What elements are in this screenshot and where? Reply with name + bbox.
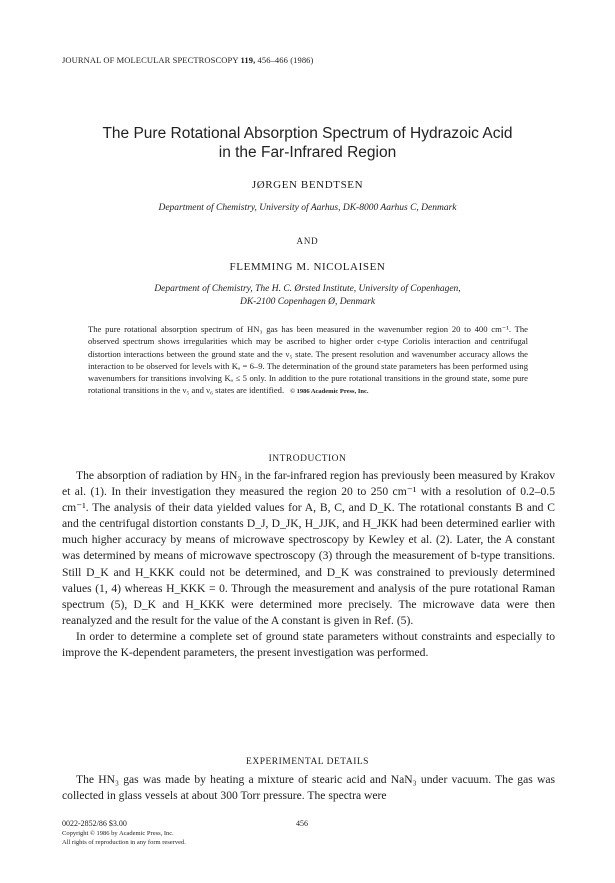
section-heading-introduction: INTRODUCTION bbox=[268, 454, 347, 464]
page-number: 456 bbox=[296, 819, 308, 828]
author-2: FLEMMING M. NICOLAISEN bbox=[229, 261, 386, 273]
abstract-text: The pure rotational absorption spectrum of HN₃ gas has been measured in the wavenumber region 20 to 400 cm⁻¹. The observed spectrum shows irregularities which may be ascribed to higher order c-type Coriolis interaction and centrifugal distortion interactions between the ground state and the ν₅ state. The present resolution and wavenumber accuracy allows the interaction to be observed for levels with Kₐ = 6–9. The determination of the ground state parameters has been performed using wavenumbers for transitions involving Kₐ ≤ 5 only. In addition to the pure rotational transitions in the ground state, some pure rotational transitions in the ν₅ and ν₆ states are identified. bbox=[88, 324, 528, 396]
title-line-1: The Pure Rotational Absorption Spectrum of Hydrazoic Acid bbox=[102, 125, 513, 142]
journal-pages-year: 456–466 (1986) bbox=[257, 55, 314, 65]
experimental-body bbox=[62, 772, 555, 804]
footer-copyright-block bbox=[62, 819, 186, 847]
introduction-body bbox=[62, 468, 555, 661]
title-line-2: in the Far-Infrared Region bbox=[218, 144, 397, 161]
author-1-affiliation: Department of Chemistry, University of Aarhus, DK-8000 Aarhus C, Denmark bbox=[158, 203, 457, 213]
footer-code: 0022-2852/86 $3.00 bbox=[62, 819, 127, 828]
section-heading-experimental: EXPERIMENTAL DETAILS bbox=[246, 757, 369, 767]
journal-name: JOURNAL OF MOLECULAR SPECTROSCOPY bbox=[62, 55, 239, 65]
intro-paragraph-1: The absorption of radiation by HN₃ in the far-infrared region has previously been measured by Krakov et al. (1). In their investigation they measured the region 20 to 250 cm⁻¹ with a resolution of 0.2–0.5 cm⁻¹. The analysis of their data yielded values for A, B, C, and D_K. The rotational constants B and C and the centrifugal distortion constants D_J, D_JK, H_JJK, and H_JKK had been determined earlier with much higher accuracy by means of microwave spectroscopy by Kewley et al. (2). Later, the A constant was determined by means of microwave spectroscopy (3) through the measurement of b-type transitions. Still D_K and H_KKK could not be determined, and D_K was constrained to previously determined values (1, 4) whereas H_KKK = 0. Through the measurement and analysis of the pure rotational Raman spectrum (5), D_K and H_KKK were determined more precisely. The microwave data were then reanalyzed and the result for the value of the A constant is given in Ref. (5). bbox=[62, 469, 555, 627]
abstract-copyright: © 1986 Academic Press, Inc. bbox=[290, 388, 369, 396]
footer-copyright-line-1: Copyright © 1986 by Academic Press, Inc. bbox=[62, 830, 174, 837]
affiliation-line-1: Department of Chemistry, The H. C. Ørsted Institute, University of Copenhagen, bbox=[154, 284, 461, 294]
affiliation-line-2: DK-2100 Copenhagen Ø, Denmark bbox=[239, 297, 376, 307]
journal-header bbox=[62, 55, 313, 65]
author-separator: AND bbox=[296, 236, 319, 246]
abstract bbox=[88, 323, 528, 399]
article-title bbox=[40, 124, 575, 162]
journal-volume: 119, bbox=[240, 55, 256, 65]
exp-paragraph-1: The HN₃ gas was made by heating a mixture of stearic acid and NaN₃ under vacuum. The gas was collected in glass vessels at about 300 Torr pressure. The spectra were bbox=[62, 773, 555, 803]
intro-paragraph-2: In order to determine a complete set of ground state parameters without constraints and especially to improve the K-dependent parameters, the present investigation was performed. bbox=[62, 629, 555, 660]
footer-copyright-line-2: All rights of reproduction in any form reserved. bbox=[62, 839, 186, 846]
author-1: JØRGEN BENDTSEN bbox=[251, 179, 364, 191]
author-2-affiliation bbox=[0, 283, 615, 309]
